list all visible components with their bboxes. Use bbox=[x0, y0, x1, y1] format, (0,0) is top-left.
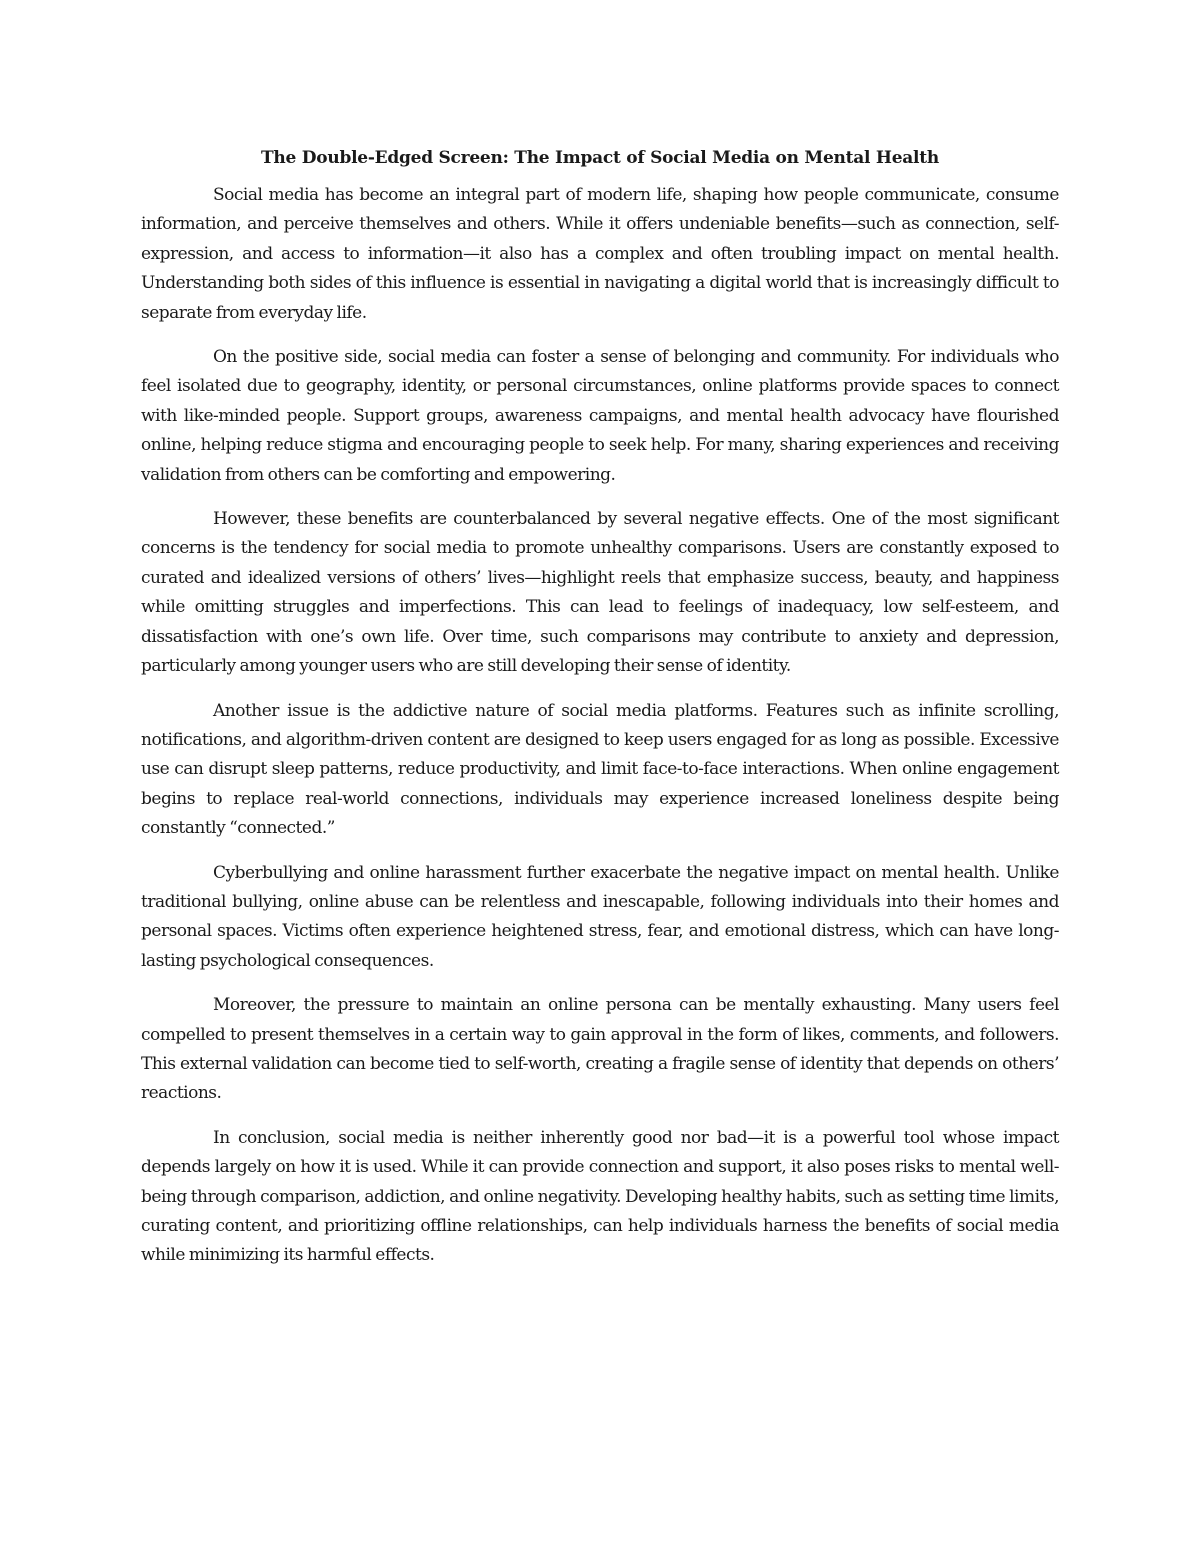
paragraph-intro: Social media has become an integral part of modern life, shaping how people communicate, consume information, and perceive themselves and others. While it offers undeniable benefits—such as connection, self-expression, and access to information—it also has a complex and often troubling impact on mental health. Understanding both sides of this influence is essential in navigating a digital world that is increasingly difficult to separate from everyday life. bbox=[141, 185, 1059, 323]
paragraph-positive-side: On the positive side, social media can foster a sense of belonging and community. For individuals who feel isolated due to geography, identity, or personal circumstances, online platforms provide spaces to connect with like-minded people. Support groups, awareness campaigns, and mental health advocacy have flourished online, helping reduce stigma and encouraging people to seek help. For many, sharing experiences and receiving validation from others can be comforting and empowering. bbox=[141, 347, 1059, 485]
paragraph-cyberbullying: Cyberbullying and online harassment further exacerbate the negative impact on mental health. Unlike traditional bullying, online abuse can be relentless and inescapable, following individuals into their homes and personal spaces. Victims often experience heightened stress, fear, and emotional distress, which can have long-lasting psychological consequences. bbox=[141, 862, 1059, 971]
document-body bbox=[141, 144, 1059, 1286]
paragraph-negative-effects: However, these benefits are counterbalanced by several negative effects. One of the most significant concerns is the tendency for social media to promote unhealthy comparisons. Users are constantly exposed to curated and idealized versions of others’ lives—highlight reels that emphasize success, beauty, and happiness while omitting struggles and imperfections. This can lead to feelings of inadequacy, low self-esteem, and dissatisfaction with one’s own life. Over time, such comparisons may contribute to anxiety and depression, particularly among younger users who are still developing their sense of identity. bbox=[141, 509, 1059, 677]
paragraph-online-persona: Moreover, the pressure to maintain an online persona can be mentally exhausting. Many users feel compelled to present themselves in a certain way to gain approval in the form of likes, comments, and followers. This external validation can become tied to self-worth, creating a fragile sense of identity that depends on others’ reactions. bbox=[141, 995, 1059, 1104]
paragraph-conclusion: In conclusion, social media is neither inherently good nor bad—it is a powerful tool whose impact depends largely on how it is used. While it can provide connection and support, it also poses risks to mental well-being through comparison, addiction, and online negativity. Developing healthy habits, such as setting time limits, curating content, and prioritizing offline relationships, can help individuals harness the benefits of social media while minimizing its harmful effects. bbox=[141, 1127, 1059, 1266]
document-title: The Double-Edged Screen: The Impact of Social Media on Mental Health bbox=[261, 148, 939, 168]
paragraph-addiction: Another issue is the addictive nature of social media platforms. Features such as infinite scrolling, notifications, and algorithm-driven content are designed to keep users engaged for as long as possible. Excessive use can disrupt sleep patterns, reduce productivity, and limit face-to-face interactions. When online engagement begins to replace real-world connections, individuals may experience increased loneliness despite being constantly “connected.” bbox=[141, 700, 1059, 839]
